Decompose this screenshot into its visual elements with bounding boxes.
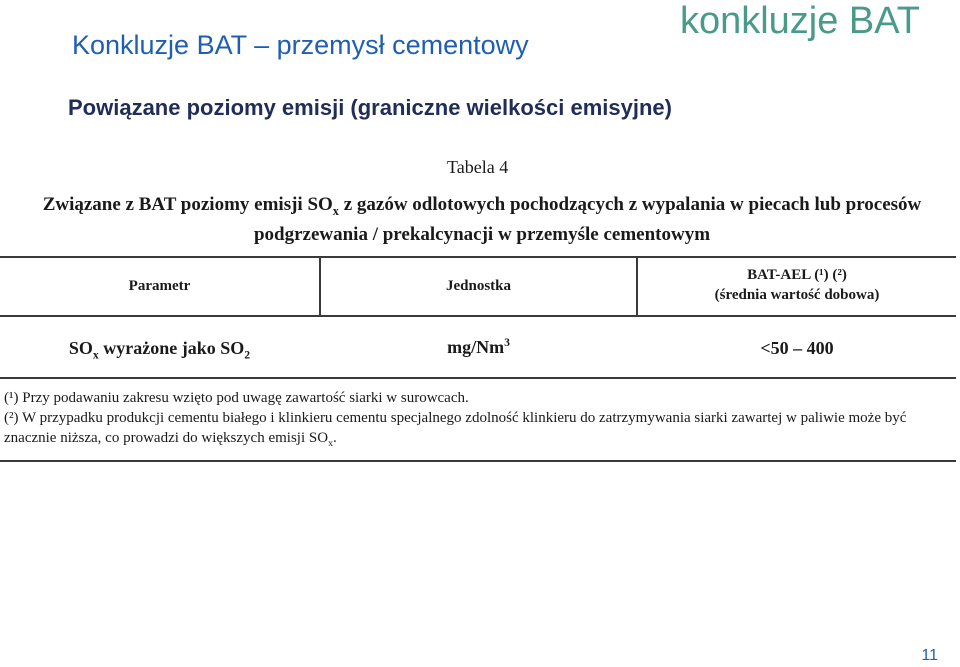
table-header-divider: [0, 315, 956, 317]
table-label: Tabela 4: [447, 157, 509, 177]
corner-label: konkluzje BAT: [679, 0, 920, 42]
param-so-sub: x: [92, 348, 99, 362]
footnote-2-sub: x: [328, 438, 333, 449]
slide-subtitle: Powiązane poziomy emisji (graniczne wielkości emisyjne): [68, 95, 672, 120]
header-bat-ael: [638, 265, 956, 305]
caption-text-pre: Związane z BAT poziomy emisji SO: [42, 194, 333, 215]
unit-sup: 3: [504, 336, 510, 349]
footnote-1: (¹) Przy podawaniu zakresu wzięto pod uwagę zawartość siarki w surowcach.: [4, 390, 469, 406]
notes-bottom-border: [0, 460, 956, 462]
header-jednostka: Jednostka: [445, 278, 512, 294]
footnote-2-text: (²) W przypadku produkcji cementu białego i klinkieru cementu specjalnego zdolność klinkieru do zatrzymywania siarki zawartej w paliwie może być znacznie niższa, co prowadzi do większych emisji SO: [4, 410, 907, 446]
table-bottom-border: [0, 377, 956, 379]
caption-text-post: z gazów odlotowych pochodzących z wypalania w piecach lub procesów podgrzewania / prekalcynacji w przemyśle cementowym: [253, 194, 922, 245]
header-bat-ael-line1: BAT-AEL (¹) (²): [747, 267, 847, 283]
table-caption: [4, 193, 960, 247]
unit-text: mg/Nm: [447, 337, 505, 357]
param-so: SO: [68, 338, 93, 358]
param-expressed: wyrażone jako SO: [98, 338, 245, 358]
slide-title: Konkluzje BAT – przemysł cementowy: [72, 30, 529, 60]
row-unit: [321, 336, 636, 358]
caption-subscript: x: [332, 203, 339, 218]
row-value: <50 – 400: [760, 338, 834, 358]
footnote-2: [4, 408, 956, 454]
footnote-2-end: .: [332, 430, 337, 446]
page-number: 11: [921, 647, 938, 664]
table-top-border: [0, 256, 956, 258]
header-bat-ael-line2: (średnia wartość dobowa): [714, 287, 880, 303]
row-parameter: [0, 338, 319, 362]
header-parametr: Parametr: [128, 278, 191, 294]
param-so2-sub: 2: [244, 348, 251, 362]
footnotes: [4, 388, 956, 454]
